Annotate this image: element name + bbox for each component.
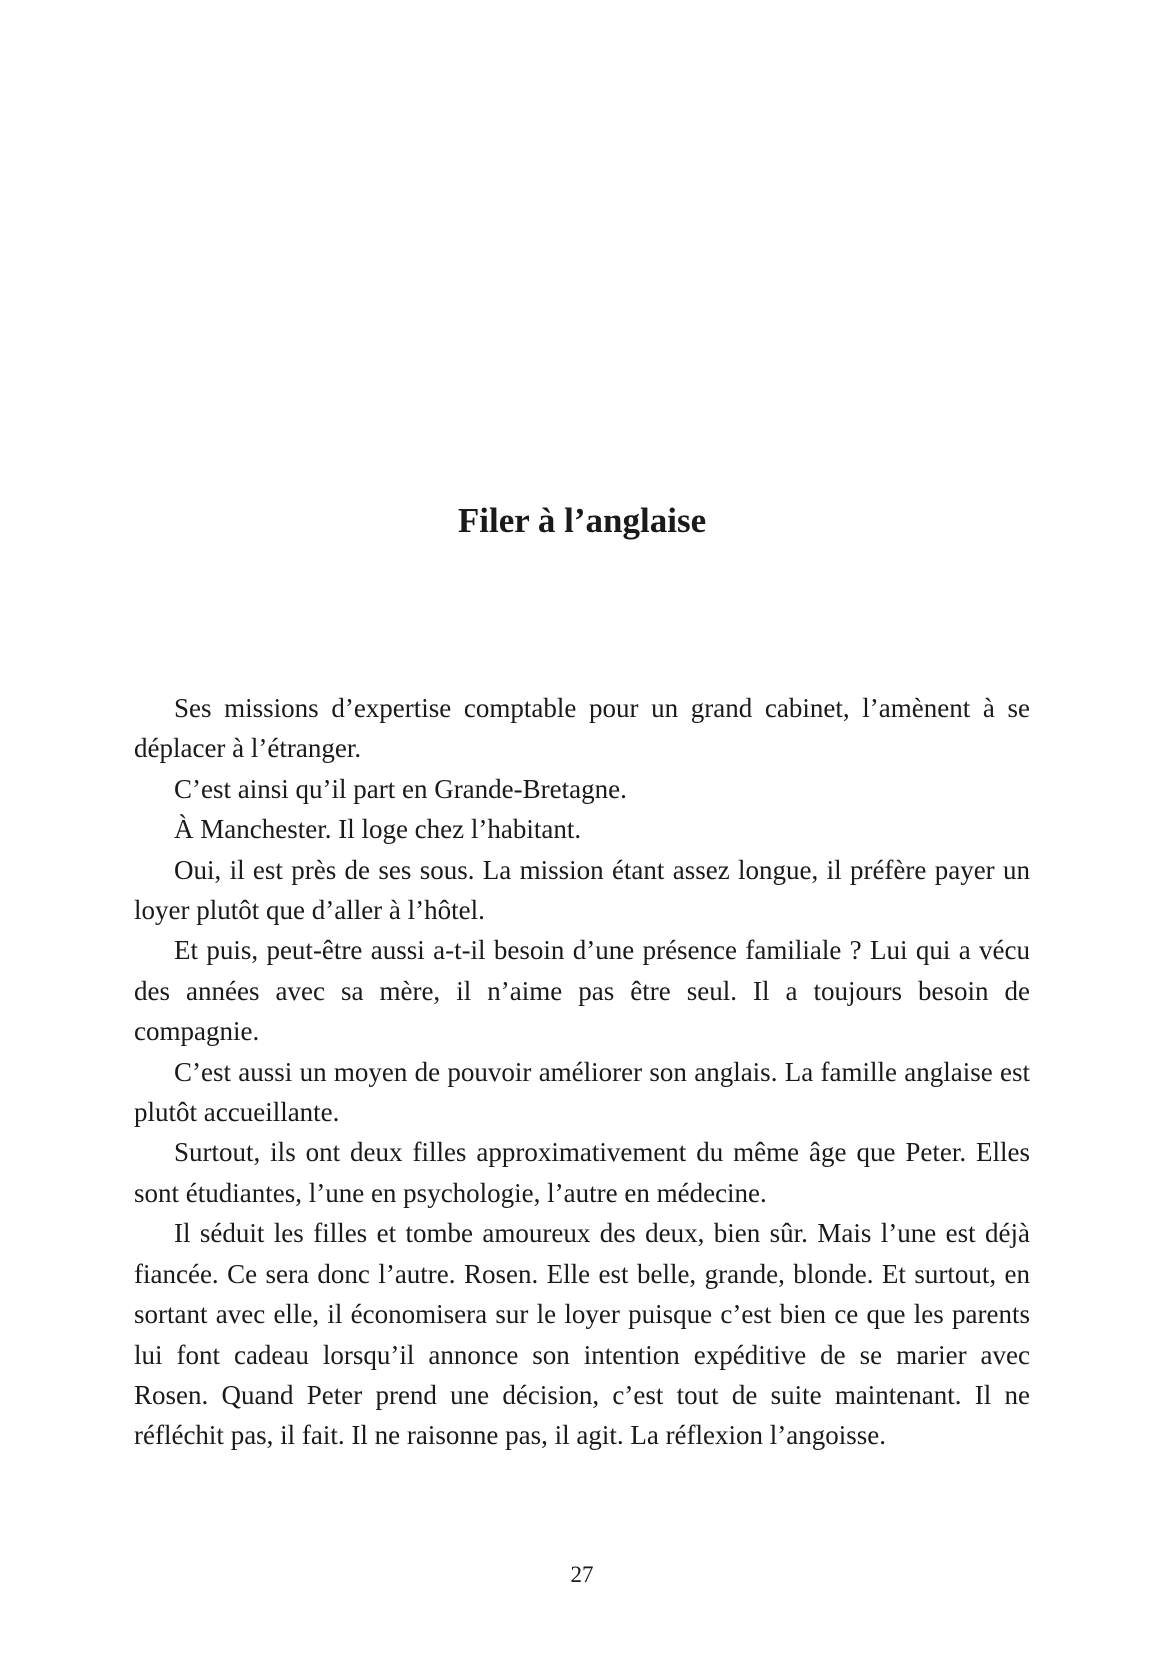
page-number: 27 [570,1562,594,1587]
paragraph: C’est aussi un moyen de pouvoir améliorer son anglais. La famille anglaise est plutôt accueillante. [134,1056,1030,1128]
paragraph: Oui, il est près de ses sous. La mission étant assez longue, il préfère payer un loyer plutôt que d’aller à l’hôtel. [134,854,1030,926]
paragraph: Surtout, ils ont deux filles approximativement du même âge que Peter. Elles sont étudiantes, l’une en psychologie, l’autre en médecine. [134,1137,1030,1208]
chapter-title: Filer à l’anglaise [457,501,707,540]
chapter-text [134,688,1030,1456]
paragraph: Et puis, peut-être aussi a-t-il besoin d’une présence familiale ? Lui qui a vécu des années avec sa mère, il n’aime pas être seul. Il a toujours besoin de compagnie. [134,935,1030,1047]
paragraph: À Manchester. Il loge chez l’habitant. [174,814,582,845]
paragraph: C’est ainsi qu’il part en Grande-Bretagne. [174,773,627,804]
paragraph: Il séduit les filles et tombe amoureux des deux, bien sûr. Mais l’une est déjà fiancée. Ce sera donc l’autre. Rosen. Elle est belle, grande, blonde. Et surtout, en sortant avec elle, il économisera sur le loyer puisque c’est bien ce que les parents lui font cadeau lorsqu’il annonce son intention expéditive de se marier avec Rosen. Quand Peter prend une décision, c’est tout de suite maintenant. Il ne réfléchit pas, il fait. Il ne raisonne pas, il agit. La réflexion l’angoisse. [134,1218,1030,1451]
paragraph: Ses missions d’expertise comptable pour un grand cabinet, l’amènent à se déplacer à l’étranger. [134,693,1030,764]
